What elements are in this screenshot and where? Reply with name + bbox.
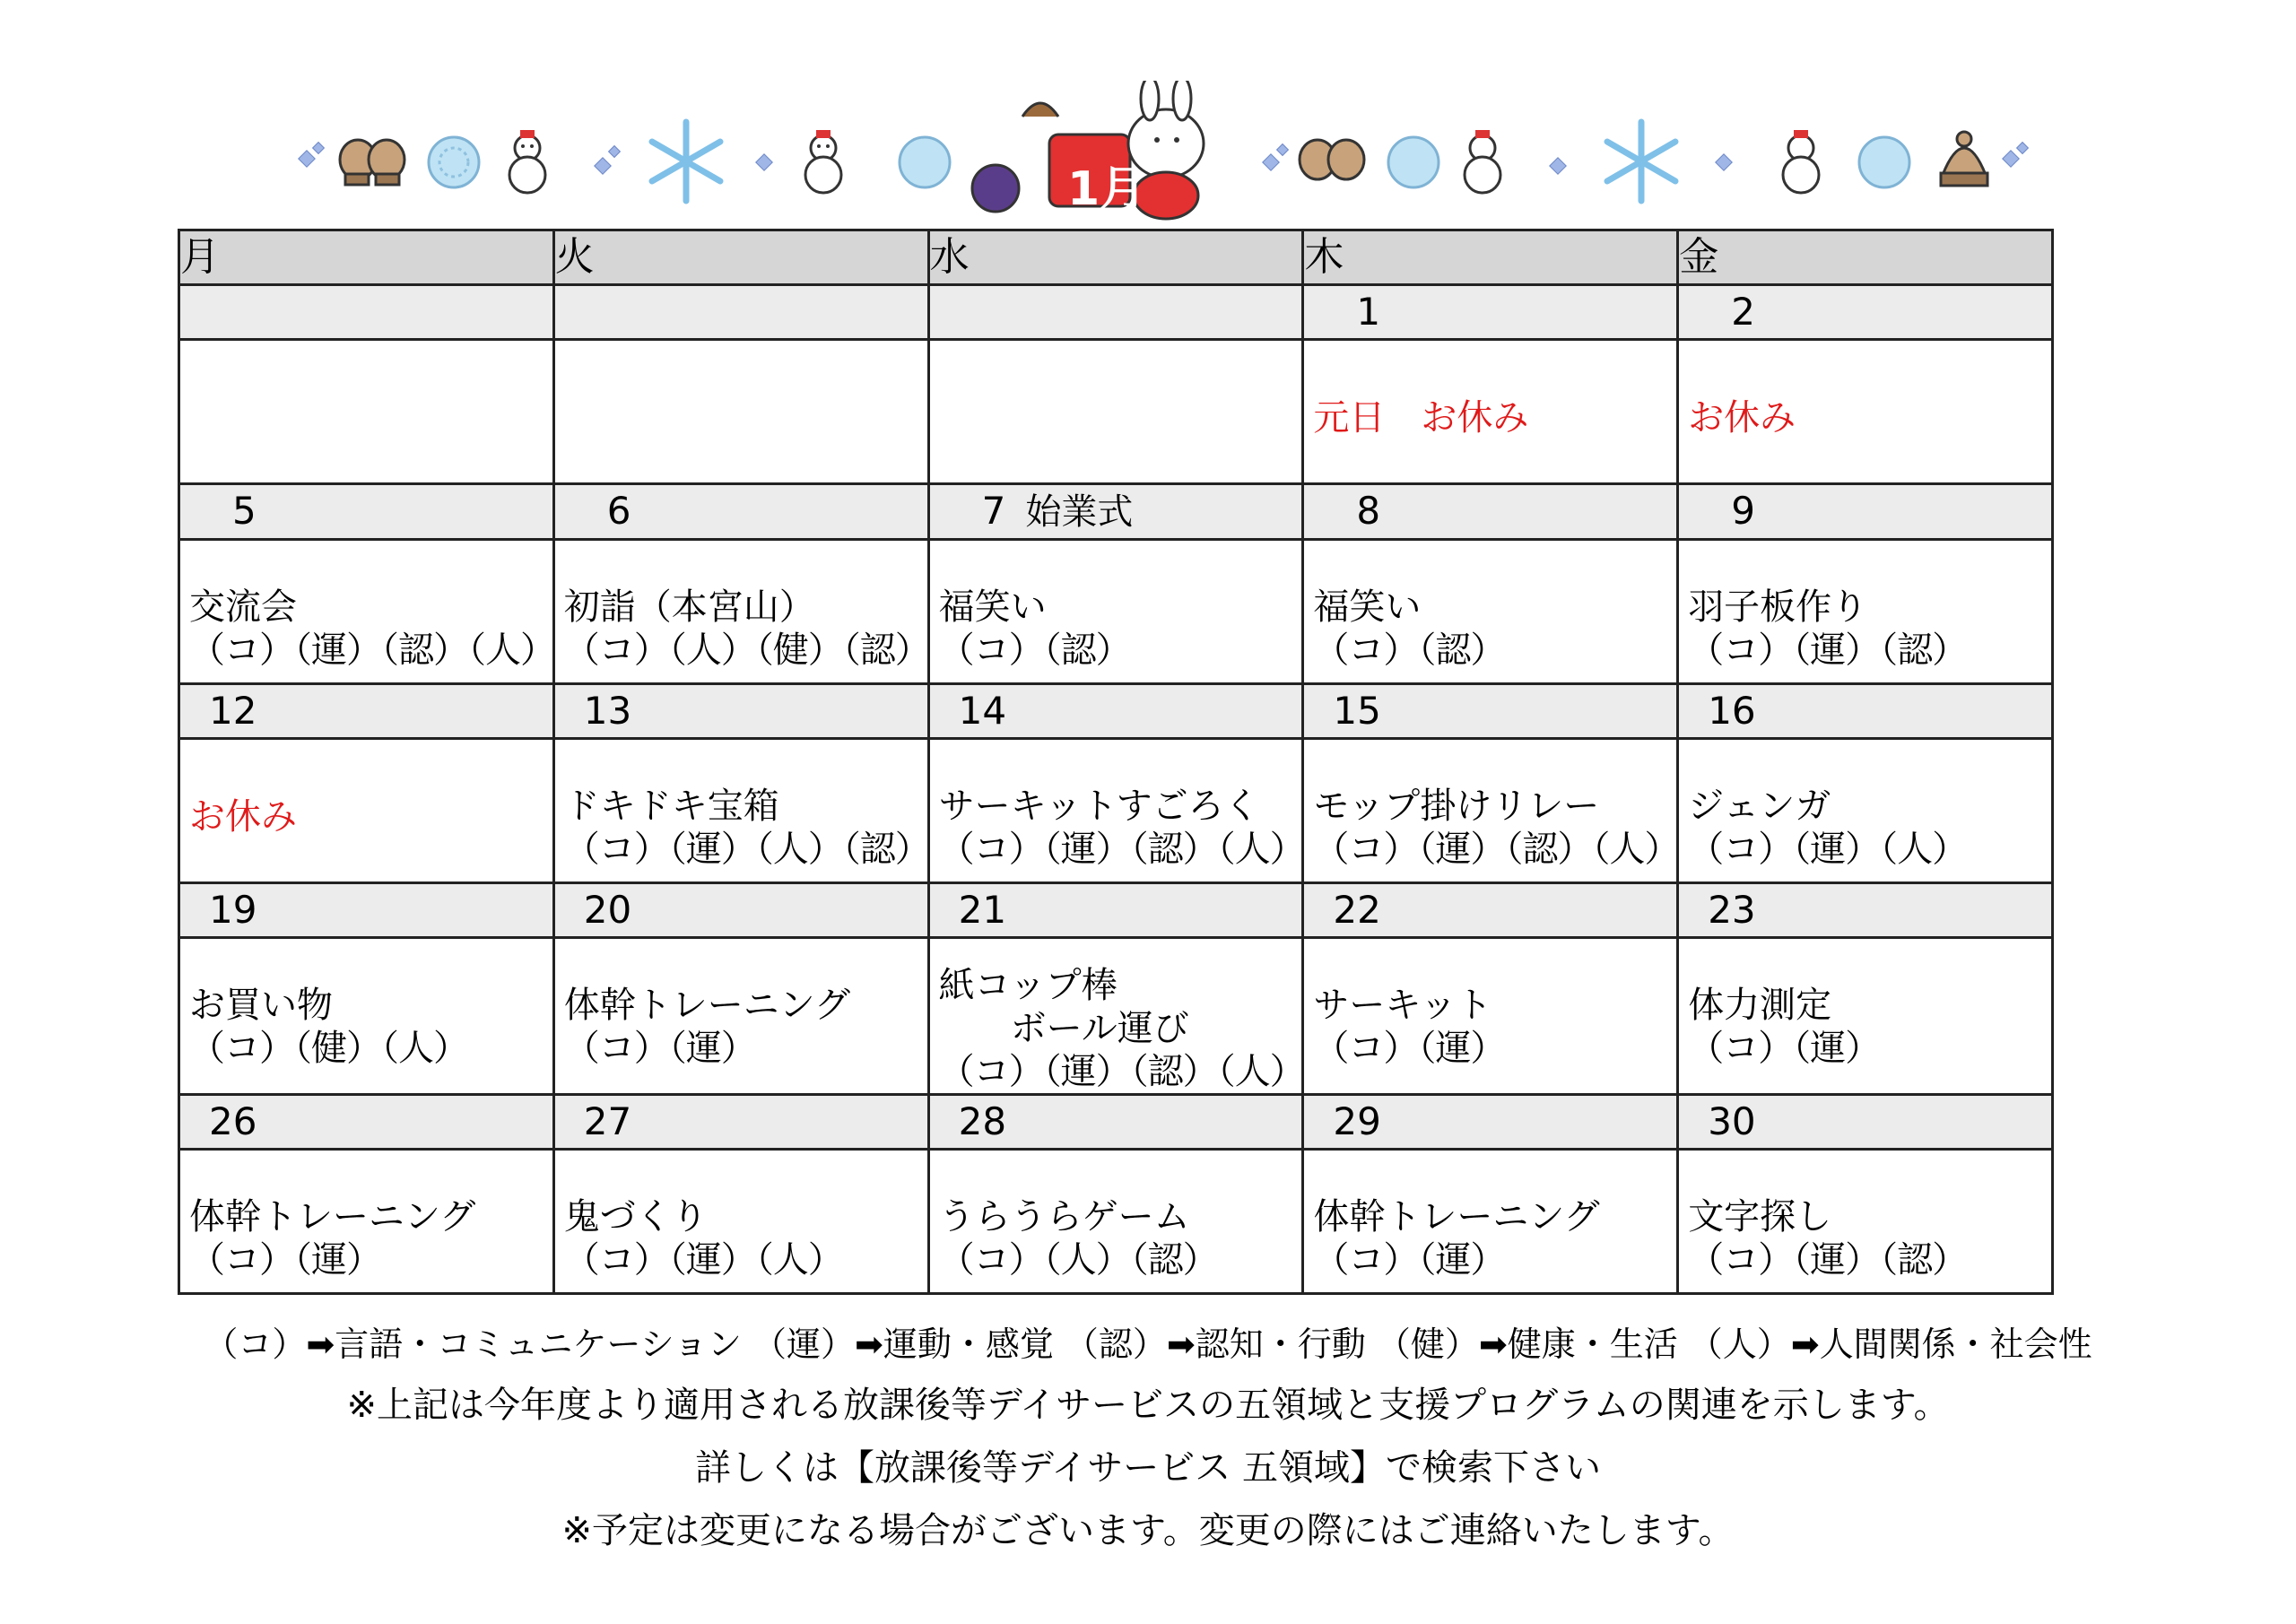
sparkle-icon xyxy=(1276,143,1289,156)
event-cell xyxy=(1303,340,1678,484)
holiday-label: 元日 お休み xyxy=(1313,397,1529,439)
event-title: 羽子板作り xyxy=(1688,586,1868,628)
event-cell xyxy=(1678,739,2053,883)
event-cell xyxy=(928,1150,1303,1294)
event-title-line2: ボール運び xyxy=(1010,1008,1189,1049)
event-domain-tags: （コ）（運）（認）（人） xyxy=(938,829,1305,870)
date-number: 21 xyxy=(958,888,1007,932)
event-cell xyxy=(179,540,554,684)
event-cell xyxy=(928,540,1303,684)
event-title: 体幹トレーニング xyxy=(563,985,850,1026)
weekday-header: 月 xyxy=(179,230,554,285)
date-note: 始業式 xyxy=(1025,491,1134,533)
sparkle-icon xyxy=(298,150,316,168)
event-row xyxy=(179,1150,2053,1294)
date-cell xyxy=(1678,883,2053,938)
date-number: 22 xyxy=(1333,888,1381,932)
event-title: うらうらゲーム xyxy=(938,1196,1190,1238)
event-cell xyxy=(179,938,554,1095)
date-cell xyxy=(553,684,928,739)
date-row xyxy=(179,484,2053,540)
date-cell xyxy=(928,684,1303,739)
sparkle-icon xyxy=(1262,153,1280,171)
event-domain-tags: （コ）（運）（認） xyxy=(1688,1239,1968,1281)
event-title: 紙コップ棒 xyxy=(938,965,1118,1006)
event-cell xyxy=(1303,938,1678,1095)
sparkle-icon xyxy=(755,153,773,171)
event-title: サーキットすごろく xyxy=(938,786,1260,827)
event-cell xyxy=(1303,1150,1678,1294)
date-number: 9 xyxy=(1731,489,1755,533)
event-title: 初詣（本宮山） xyxy=(563,586,815,628)
date-number: 23 xyxy=(1708,888,1756,932)
holiday-label: お休み xyxy=(189,796,297,838)
event-cell xyxy=(179,1150,554,1294)
date-row xyxy=(179,1095,2053,1150)
date-number: 15 xyxy=(1333,689,1381,733)
date-cell xyxy=(1678,484,2053,540)
event-row xyxy=(179,540,2053,684)
event-cell xyxy=(553,938,928,1095)
snowman-icon xyxy=(1776,130,1826,195)
date-number: 12 xyxy=(209,689,257,733)
date-cell xyxy=(1303,684,1678,739)
date-cell xyxy=(1303,285,1678,340)
event-domain-tags: （コ）（運） xyxy=(1313,1239,1506,1281)
monthly-calendar xyxy=(178,229,2054,1295)
mittens-icon xyxy=(1296,135,1368,188)
event-domain-tags: （コ）（人）（認） xyxy=(938,1239,1218,1281)
sparkle-icon xyxy=(312,142,325,154)
date-cell xyxy=(553,285,928,340)
date-cell xyxy=(928,1095,1303,1150)
event-cell xyxy=(179,739,554,883)
snowman-icon xyxy=(1457,130,1508,195)
date-cell xyxy=(928,484,1303,540)
date-cell xyxy=(1678,285,2053,340)
weekday-header: 水 xyxy=(928,230,1303,285)
month-badge: 1月 xyxy=(1067,162,1147,216)
event-cell xyxy=(1678,1150,2053,1294)
event-title: モップ掛けリレー xyxy=(1313,786,1600,827)
event-title: 体力測定 xyxy=(1688,985,1832,1026)
event-cell xyxy=(928,739,1303,883)
date-number: 20 xyxy=(583,888,632,932)
date-number: 19 xyxy=(209,888,257,932)
event-title: 福笑い xyxy=(938,586,1047,628)
date-number: 14 xyxy=(958,689,1007,733)
snowman-icon xyxy=(798,130,848,195)
snowflake-icon xyxy=(641,117,731,206)
date-cell xyxy=(1303,883,1678,938)
event-cell xyxy=(1678,540,2053,684)
snowflake-icon xyxy=(1386,135,1441,190)
sparkle-icon xyxy=(594,157,612,175)
event-title: お買い物 xyxy=(189,985,333,1026)
date-number: 6 xyxy=(606,489,631,533)
date-number: 5 xyxy=(232,489,257,533)
date-number: 16 xyxy=(1708,689,1756,733)
snowflake-icon xyxy=(426,135,482,190)
knit-hat-icon xyxy=(1937,130,1991,193)
event-cell xyxy=(1303,540,1678,684)
date-cell xyxy=(1678,1095,2053,1150)
event-domain-tags: （コ）（運） xyxy=(189,1239,381,1281)
event-domain-tags: （コ）（運） xyxy=(1688,1028,1881,1069)
event-title: 福笑い xyxy=(1313,586,1422,628)
event-domain-tags: （コ）（認） xyxy=(1313,630,1506,671)
date-cell xyxy=(928,883,1303,938)
event-domain-tags: （コ）（運）（認） xyxy=(1688,630,1968,671)
event-domain-tags: （コ）（運）（認）（人） xyxy=(1313,829,1680,870)
date-cell xyxy=(928,285,1303,340)
event-cell xyxy=(553,1150,928,1294)
date-number: 8 xyxy=(1356,489,1381,533)
event-title: ジェンガ xyxy=(1688,786,1831,827)
event-cell xyxy=(553,340,928,484)
event-cell xyxy=(928,340,1303,484)
sparkle-icon xyxy=(608,145,621,158)
event-row xyxy=(179,739,2053,883)
event-domain-tags: （コ）（運） xyxy=(1313,1028,1506,1069)
date-row xyxy=(179,684,2053,739)
event-title: 体幹トレーニング xyxy=(1313,1196,1600,1238)
date-cell xyxy=(179,1095,554,1150)
date-cell xyxy=(179,285,554,340)
event-domain-tags: （コ）（運） xyxy=(563,1028,756,1069)
date-cell xyxy=(179,883,554,938)
event-cell xyxy=(553,540,928,684)
holiday-label: お休み xyxy=(1688,397,1796,439)
date-number: 26 xyxy=(209,1099,257,1143)
date-cell xyxy=(553,1095,928,1150)
sparkle-icon xyxy=(1549,157,1567,175)
date-cell xyxy=(1303,484,1678,540)
event-cell xyxy=(1678,340,2053,484)
note-five-domains: ※上記は今年度より適用される放課後等デイサービスの五領域と支援プログラムの関連を示します。 xyxy=(346,1385,1950,1426)
date-number: 28 xyxy=(958,1099,1007,1143)
event-domain-tags: （コ）（運）（人）（認） xyxy=(563,829,930,870)
event-cell xyxy=(928,938,1303,1095)
weekday-header-row xyxy=(179,230,2053,285)
note-schedule-change: ※予定は変更になる場合がございます。変更の際にはご連絡いたします。 xyxy=(561,1510,1735,1551)
event-title: 文字探し xyxy=(1688,1196,1832,1238)
date-number: 29 xyxy=(1333,1099,1381,1143)
event-cell xyxy=(553,739,928,883)
event-domain-tags: （コ）（運）（認）（人） xyxy=(938,1051,1305,1092)
event-row xyxy=(179,938,2053,1095)
date-number: 30 xyxy=(1708,1099,1756,1143)
event-cell xyxy=(1678,938,2053,1095)
mittens-icon xyxy=(336,135,408,188)
event-domain-tags: （コ）（健）（人） xyxy=(189,1028,468,1069)
event-domain-tags: （コ）（人）（健）（認） xyxy=(563,630,930,671)
date-number: 27 xyxy=(583,1099,632,1143)
date-row xyxy=(179,285,2053,340)
event-title: 交流会 xyxy=(189,586,297,628)
note-search-hint: 詳しくは【放課後等デイサービス 五領域】で検索下さい xyxy=(695,1447,1601,1489)
event-domain-tags: （コ）（認） xyxy=(938,630,1131,671)
sparkle-icon xyxy=(2016,142,2029,154)
date-number: 7 xyxy=(981,489,1006,533)
weekday-header: 火 xyxy=(553,230,928,285)
date-cell xyxy=(553,883,928,938)
date-cell xyxy=(553,484,928,540)
event-domain-tags: （コ）（運）（認）（人） xyxy=(189,630,555,671)
event-title: ドキドキ宝箱 xyxy=(563,786,779,827)
date-cell xyxy=(179,484,554,540)
event-title: サーキット xyxy=(1313,985,1492,1026)
date-cell xyxy=(1303,1095,1678,1150)
legend-text: （コ）➡言語・コミュニケーション （運）➡運動・感覚 （認）➡認知・行動 （健）➡健康・生活 （人）➡人間関係・社会性 xyxy=(204,1324,2092,1364)
event-domain-tags: （コ）（運）（人） xyxy=(1688,829,1968,870)
weekday-header: 金 xyxy=(1678,230,2053,285)
snowflake-icon xyxy=(1857,135,1912,190)
weekday-header: 木 xyxy=(1303,230,1678,285)
event-title: 体幹トレーニング xyxy=(189,1196,476,1238)
date-cell xyxy=(1678,684,2053,739)
event-cell xyxy=(179,340,554,484)
snowflake-icon xyxy=(1596,117,1686,206)
date-number: 13 xyxy=(583,689,632,733)
date-number: 2 xyxy=(1731,290,1755,334)
sparkle-icon xyxy=(2002,150,2020,168)
event-title: 鬼づくり xyxy=(563,1196,708,1238)
date-number: 1 xyxy=(1356,290,1381,334)
winter-decoration-banner xyxy=(287,81,2036,224)
event-domain-tags: （コ）（運）（人） xyxy=(563,1239,843,1281)
event-row xyxy=(179,340,2053,484)
event-cell xyxy=(1303,739,1678,883)
snowman-icon xyxy=(502,130,552,195)
date-cell xyxy=(179,684,554,739)
date-row xyxy=(179,883,2053,938)
sparkle-icon xyxy=(1715,153,1733,171)
